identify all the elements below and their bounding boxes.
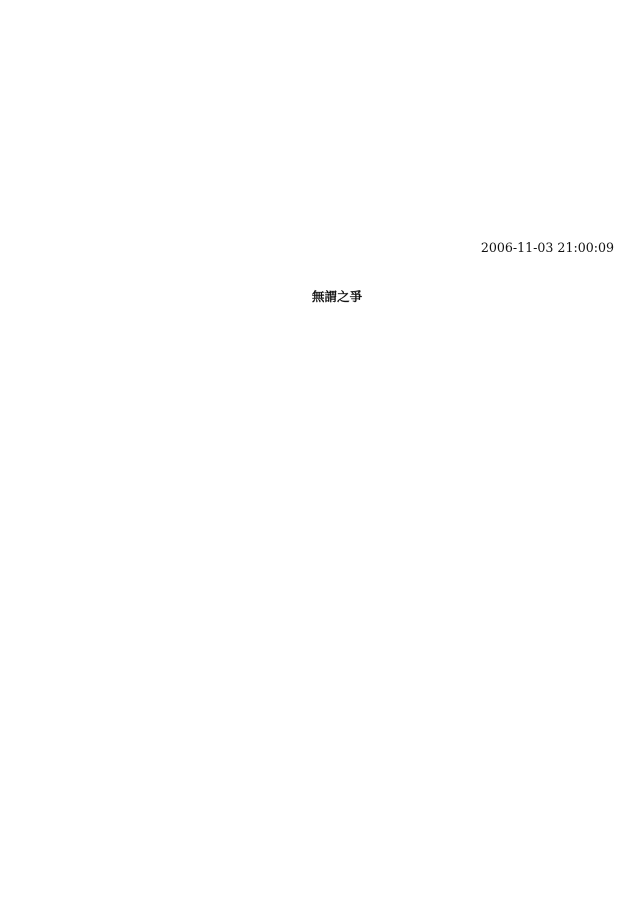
paragraph [58, 64, 616, 83]
article-title: 無謂之爭 [311, 289, 363, 304]
paragraph [58, 324, 616, 343]
post-timestamp: 2006-11-03 21:00:09 [480, 240, 614, 255]
article-1 [58, 64, 616, 257]
paragraph [58, 122, 616, 141]
paragraph [58, 417, 616, 436]
paragraph [58, 93, 616, 112]
article-2 [58, 287, 616, 436]
paragraph [58, 180, 616, 199]
paragraph [58, 151, 616, 170]
paragraph [58, 386, 616, 405]
paragraph [58, 209, 616, 228]
paragraph [58, 355, 616, 374]
